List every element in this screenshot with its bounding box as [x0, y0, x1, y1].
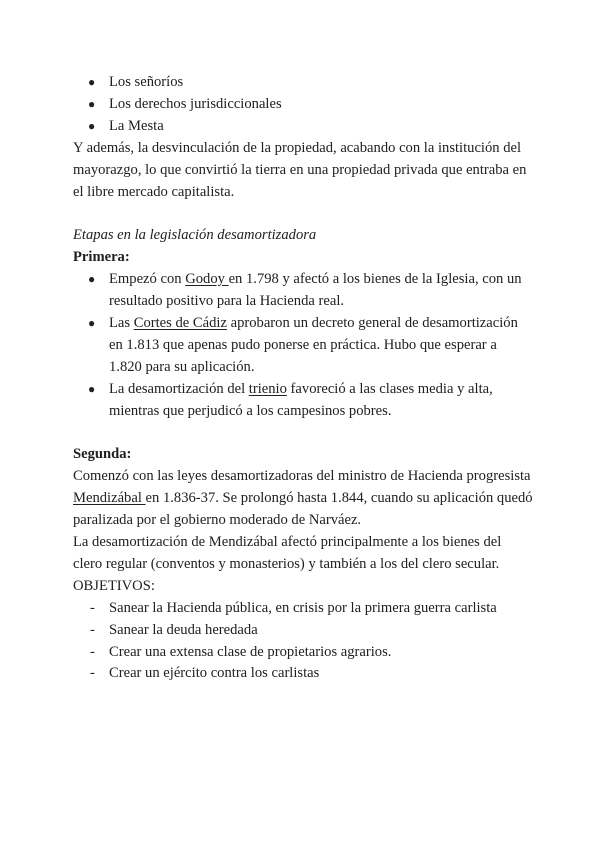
segunda-paragraph-1: Comenzó con las leyes desamortizadoras del ministro de Hacienda progresista Mendizábal en 1.836-37. Se prolongó hasta 1.844, cuando su aplicación quedó paralizada por el gobierno moderado de Narváez.: [73, 468, 533, 529]
objectives-label: OBJETIVOS:: [73, 577, 155, 594]
segunda-heading: Segunda:: [73, 446, 132, 463]
dash-icon: -: [90, 599, 95, 616]
dash-icon: -: [90, 643, 95, 660]
primera-heading: Primera:: [73, 249, 130, 266]
spacer: [73, 422, 533, 444]
primera-bullet-list: [73, 269, 533, 422]
list-item: ● Las Cortes de Cádiz aprobaron un decreto general de desamortización en 1.813 que apenas pudo ponerse en práctica. Hubo que esperar a 1.820 para su aplicación.: [88, 314, 518, 375]
dash-icon: -: [90, 621, 95, 638]
bullet-icon: ●: [88, 118, 96, 133]
list-item: ● La desamortización del trienio favoreció a las clases media y alta, mientras que perjudicó a los campesinos pobres.: [88, 380, 493, 419]
list-item: ● Los señoríos: [73, 72, 533, 94]
bullet-icon: ●: [88, 381, 96, 396]
bullet-icon: ●: [88, 315, 96, 330]
spacer: [73, 203, 533, 225]
top-bullet-list: [73, 72, 533, 138]
list-item: - Crear un ejército contra los carlistas: [73, 663, 533, 685]
godoy-link[interactable]: Godoy: [185, 271, 229, 288]
list-item: - Sanear la deuda heredada: [73, 620, 533, 642]
bullet-icon: ●: [88, 272, 96, 287]
bullet-icon: ●: [88, 96, 96, 111]
list-item: ● Empezó con Godoy en 1.798 y afectó a los bienes de la Iglesia, con un resultado positivo para la Hacienda real.: [88, 271, 522, 310]
list-item: ● Los derechos jurisdiccionales: [73, 94, 533, 116]
section-title: Etapas en la legislación desamortizadora: [73, 227, 317, 244]
segunda-paragraph-2: La desamortización de Mendizábal afectó principalmente a los bienes del clero regular (conventos y monasterios) y también a los del clero secular.: [73, 534, 502, 572]
list-item: - Crear una extensa clase de propietarios agrarios.: [73, 642, 533, 664]
dash-icon: -: [90, 665, 95, 682]
objectives-list: [73, 598, 533, 686]
list-item: ● La Mesta: [73, 116, 533, 138]
cortes-de-cadiz-link[interactable]: Cortes de Cádiz: [133, 314, 227, 331]
document-page: [73, 72, 533, 685]
bullet-icon: ●: [88, 75, 96, 89]
mendizabal-link[interactable]: Mendizábal: [73, 490, 146, 507]
intro-paragraph: Y además, la desvinculación de la propiedad, acabando con la institución del mayorazgo, lo que convirtió la tierra en una propiedad privada que entraba en el libre mercado capitalista.: [73, 139, 527, 200]
trienio-link[interactable]: trienio: [248, 380, 287, 397]
list-item: - Sanear la Hacienda pública, en crisis por la primera guerra carlista: [73, 598, 533, 620]
